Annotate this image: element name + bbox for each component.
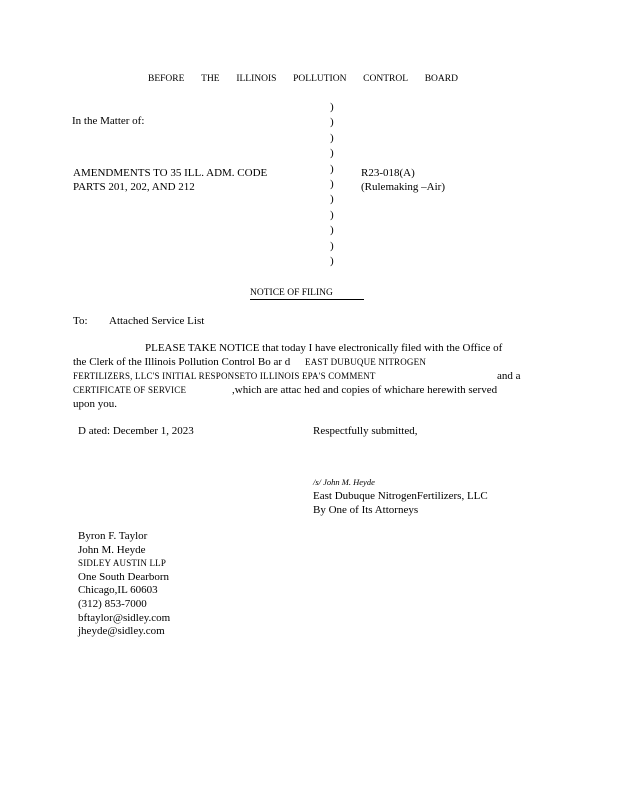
city-address: Chicago,IL 60603	[78, 584, 158, 597]
amendments-line-1: AMENDMENTS TO 35 ILL. ADM. CODE	[73, 167, 268, 179]
paren: )	[330, 147, 334, 160]
paren: )	[330, 116, 334, 129]
respectfully-submitted: Respectfully submitted,	[313, 425, 418, 437]
attorney-name: John M. Heyde	[78, 543, 146, 556]
phone-number: (312) 853-7000	[78, 597, 147, 610]
heading-word: THE	[201, 74, 220, 84]
paren: )	[330, 131, 334, 144]
company-name: East Dubuque NitrogenFertilizers, LLC	[313, 490, 488, 502]
body-line-3: FERTILIZERS, LLC'S INITIAL RESPONSETO ILLINOIS EPA'S COMMENT	[73, 371, 376, 381]
docket-number: R23-018(A)	[361, 167, 415, 179]
paren: )	[330, 224, 334, 237]
firm-name: SIDLEY AUSTIN LLP	[78, 558, 167, 569]
paren: )	[330, 239, 334, 252]
body-line-2b: EAST DUBUQUE NITROGEN	[305, 357, 427, 367]
heading-word: POLLUTION	[293, 74, 347, 84]
body-line-1: PLEASE TAKE NOTICE that today I have electronically filed with the Office of	[145, 342, 503, 354]
body-line-3b: and a	[497, 370, 521, 382]
paren: )	[330, 193, 334, 206]
email-address: jheyde@sidley.com	[78, 625, 165, 638]
paren: )	[330, 178, 334, 191]
heading-word: BEFORE	[148, 74, 185, 84]
rulemaking-type: (Rulemaking –Air)	[361, 181, 446, 193]
body-line-4b: ,which are attac hed and copies of whichare herewith served	[232, 384, 498, 396]
email-address: bftaylor@sidley.com	[78, 611, 171, 624]
heading-word: BOARD	[424, 74, 458, 84]
board-heading	[148, 74, 458, 84]
by-line: By One of Its Attorneys	[313, 504, 419, 516]
body-line-2a: the Clerk of the Illinois Pollution Control Bo ar d	[73, 356, 291, 368]
paren: )	[330, 162, 334, 175]
body-line-5: upon you.	[73, 398, 117, 410]
paren: )	[330, 208, 334, 221]
attorney-name: Byron F. Taylor	[78, 530, 148, 542]
attorney-block	[78, 530, 170, 639]
amendments-line-2: PARTS 201, 202, AND 212	[73, 181, 195, 193]
to-label: To:	[73, 315, 88, 327]
heading-word: CONTROL	[363, 74, 409, 84]
caption-parens	[330, 100, 334, 269]
street-address: One South Dearborn	[78, 570, 170, 583]
electronic-signature: /s/ John M. Heyde	[313, 477, 375, 487]
dated-line: D ated: December 1, 2023	[78, 425, 194, 437]
paren: )	[330, 101, 334, 113]
paren: )	[330, 255, 334, 268]
to-value: Attached Service List	[109, 315, 205, 327]
notice-title: NOTICE OF FILING	[250, 288, 364, 300]
matter-label: In the Matter of:	[72, 115, 145, 127]
body-line-4a: CERTIFICATE OF SERVICE	[73, 385, 187, 395]
heading-word: ILLINOIS	[236, 74, 277, 84]
